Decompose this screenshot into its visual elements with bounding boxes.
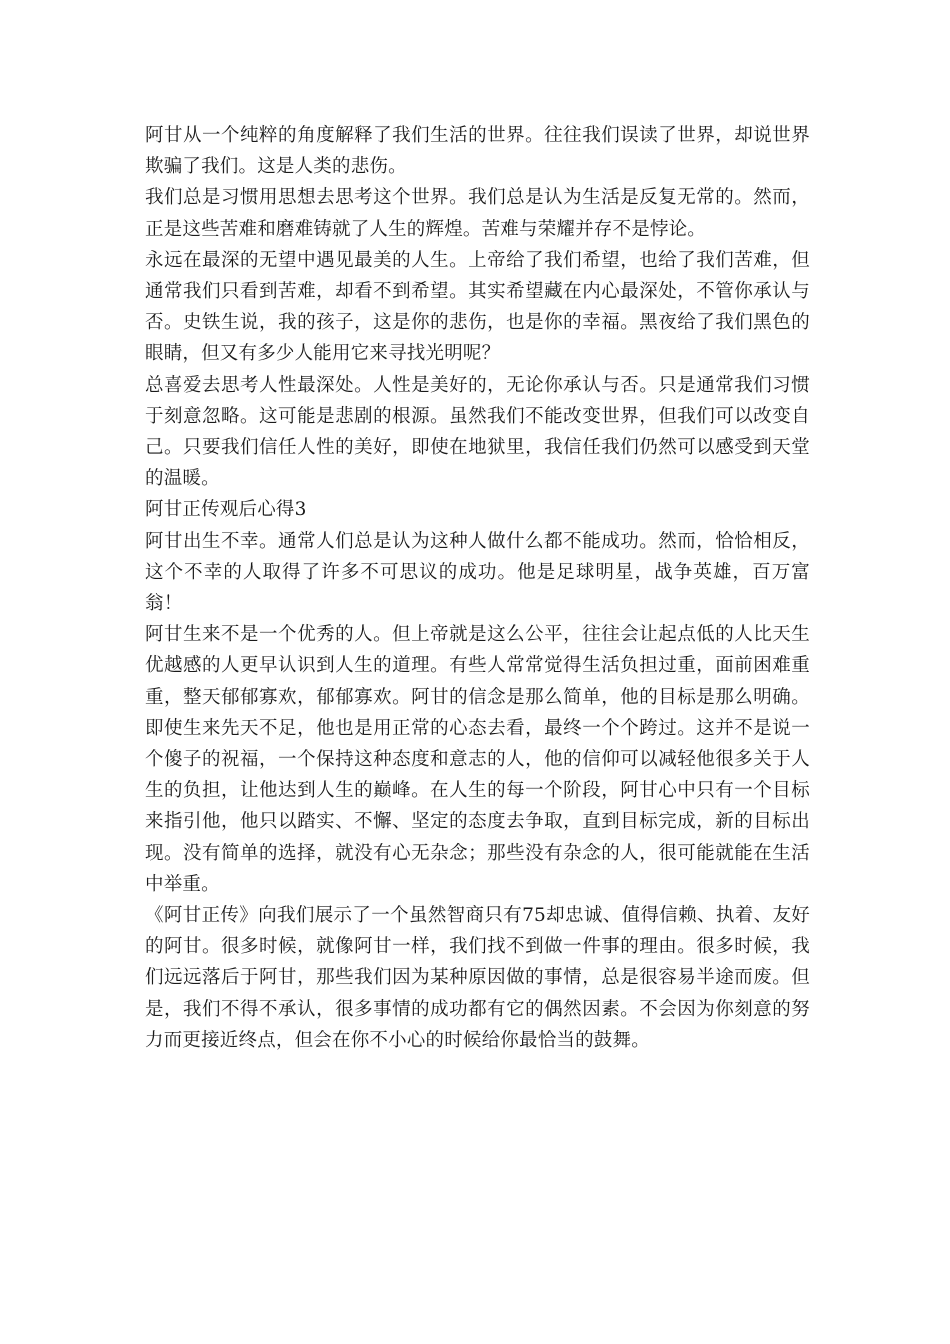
paragraph-3: 永远在最深的无望中遇见最美的人生。上帝给了我们希望，也给了我们苦难，但通常我们只看到苦难，却看不到希望。其实希望藏在内心最深处，不管你承认与否。史铁生说，我的孩子，这是你的悲伤，也是你的幸福。黑夜给了我们黑色的眼睛，但又有多少人能用它来寻找光明呢？ xyxy=(145,249,810,365)
section-heading: 阿甘正传观后心得3 xyxy=(145,499,307,521)
paragraph-7: 《阿甘正传》向我们展示了一个虽然智商只有75却忠诚、值得信赖、执着、友好的阿甘。很多时候，就像阿甘一样，我们找不到做一件事的理由。很多时候，我们远远落后于阿甘，那些我们因为某种原因做的事情，总是很容易半途而废。但是，我们不得不承认，很多事情的成功都有它的偶然因素。不会因为你刻意的努力而更接近终点，但会在你不小心的时候给你最恰当的鼓舞。 xyxy=(145,905,810,1051)
document-page xyxy=(145,120,810,1056)
paragraph-2: 我们总是习惯用思想去思考这个世界。我们总是认为生活是反复无常的。然而，正是这些苦难和磨难铸就了人生的辉煌。苦难与荣耀并存不是悖论。 xyxy=(145,187,810,240)
paragraph-6: 阿甘生来不是一个优秀的人。但上帝就是这么公平，往往会让起点低的人比天生优越感的人更早认识到人生的道理。有些人常常觉得生活负担过重，面前困难重重，整天郁郁寡欢，郁郁寡欢。阿甘的信念是那么简单，他的目标是那么明确。即使生来先天不足，他也是用正常的心态去看，最终一个个跨过。这并不是说一个傻子的祝福，一个保持这种态度和意志的人，他的信仰可以减轻他很多关于人生的负担，让他达到人生的巅峰。在人生的每一个阶段，阿甘心中只有一个目标来指引他，他只以踏实、不懈、坚定的态度去争取，直到目标完成，新的目标出现。没有简单的选择，就没有心无杂念；那些没有杂念的人，很可能就能在生活中举重。 xyxy=(145,624,810,895)
paragraph-1: 阿甘从一个纯粹的角度解释了我们生活的世界。往往我们误读了世界，却说世界欺骗了我们。这是人类的悲伤。 xyxy=(145,125,810,178)
paragraph-5: 阿甘出生不幸。通常人们总是认为这种人做什么都不能成功。然而，恰恰相反，这个不幸的人取得了许多不可思议的成功。他是足球明星，战争英雄，百万富翁！ xyxy=(145,530,810,615)
paragraph-4: 总喜爱去思考人性最深处。人性是美好的，无论你承认与否。只是通常我们习惯于刻意忽略。这可能是悲剧的根源。虽然我们不能改变世界，但我们可以改变自己。只要我们信任人性的美好，即使在地狱里，我信任我们仍然可以感受到天堂的温暖。 xyxy=(145,374,810,490)
